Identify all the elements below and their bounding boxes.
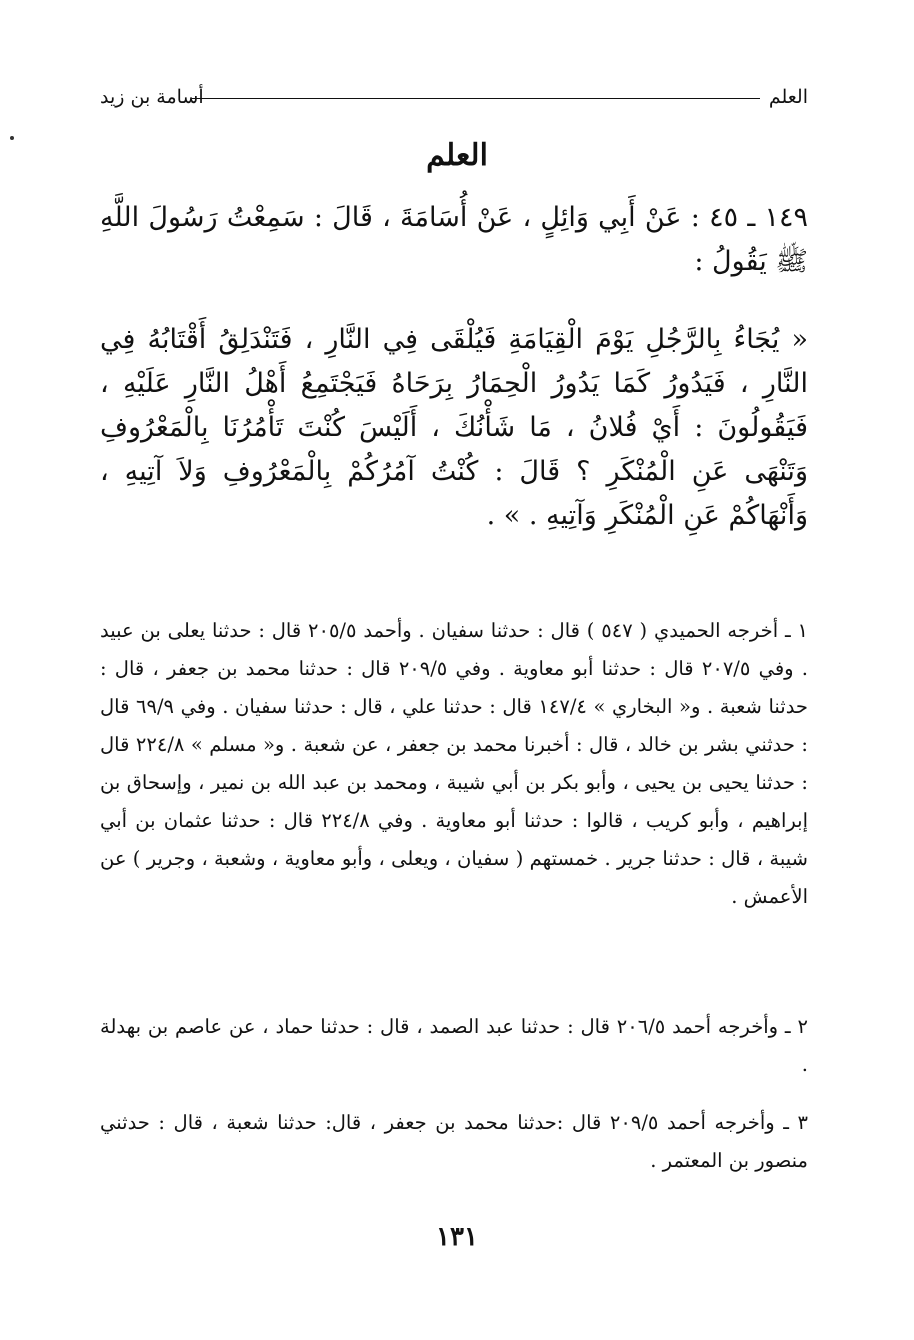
running-header-chapter: العلم (768, 86, 808, 108)
page-number: ١٣١ (436, 1222, 478, 1252)
hadith-text: « يُجَاءُ بِالرَّجُلِ يَوْمَ الْقِيَامَةِ فَيُلْقَى فِي النَّارِ ، فَتَنْدَلِقُ أَقْتَابُهُ فِي النَّارِ ، فَيَدُورُ كَمَا يَدُورُ الْحِمَارُ بِرَحَاهُ فَيَجْتَمِعُ أَهْلُ النَّارِ عَلَيْهِ ، فَيَقُولُونَ : أَيْ فُلانُ ، مَا شَأْنُكَ ، أَلَيْسَ كُنْتَ تَأْمُرُنَا بِالْمَعْرُوفِ وَتَنْهَى عَنِ الْمُنْكَرِ ؟ قَالَ : كُنْتُ آمُرُكُمْ بِالْمَعْرُوفِ وَلاَ آتِيهِ ، وَأَنْهَاكُمْ عَنِ الْمُنْكَرِ وَآتِيهِ . » . (100, 324, 808, 531)
hadith-intro: ١٤٩ ـ ٤٥ : عَنْ أَبِي وَائِلٍ ، عَنْ أُسَامَةَ ، قَالَ : سَمِعْتُ رَسُولَ اللَّهِ ﷺ يَقُولُ : (100, 202, 808, 277)
section-title: العلم (426, 138, 488, 173)
footnote-2: ٢ ـ وأخرجه أحمد ٢٠٦/٥ قال : حدثنا عبد الصمد ، قال : حدثنا حماد ، عن عاصم بن بهدلة . (100, 1015, 808, 1076)
header-rule (192, 98, 760, 99)
footnote-3: ٣ ـ وأخرجه أحمد ٢٠٩/٥ قال :حدثنا محمد بن جعفر ، قال: حدثنا شعبة ، قال : حدثني منصور بن المعتمر . (100, 1111, 809, 1172)
running-header (100, 84, 808, 110)
running-header-narrator: أسامة بن زيد (100, 86, 204, 108)
footnote-1: ١ ـ أخرجه الحميدي ( ٥٤٧ ) قال : حدثنا سفيان . وأحمد ٢٠٥/٥ قال : حدثنا يعلى بن عبيد . وفي ٢٠٧/٥ قال : حدثنا أبو معاوية . وفي ٢٠٩/٥ قال : حدثنا محمد بن جعفر ، قال : حدثنا شعبة . و« البخاري » ١٤٧/٤ قال : حدثنا علي ، قال : حدثنا سفيان . وفي ٦٩/٩ قال : حدثني بشر بن خالد ، قال : أخبرنا محمد بن جعفر ، عن شعبة . و« مسلم » ٢٢٤/٨ قال : حدثنا يحيى بن يحيى ، وأبو بكر بن أبي شيبة ، ومحمد بن عبد الله بن نمير ، وإسحاق بن إبراهيم ، وأبو كريب ، قالوا : حدثنا أبو معاوية . وفي ٢٢٤/٨ قال : حدثنا عثمان بن أبي شيبة ، قال : حدثنا جرير . خمستهم ( سفيان ، ويعلى ، وأبو معاوية ، وشعبة ، وجرير ) عن الأعمش . (100, 619, 809, 908)
